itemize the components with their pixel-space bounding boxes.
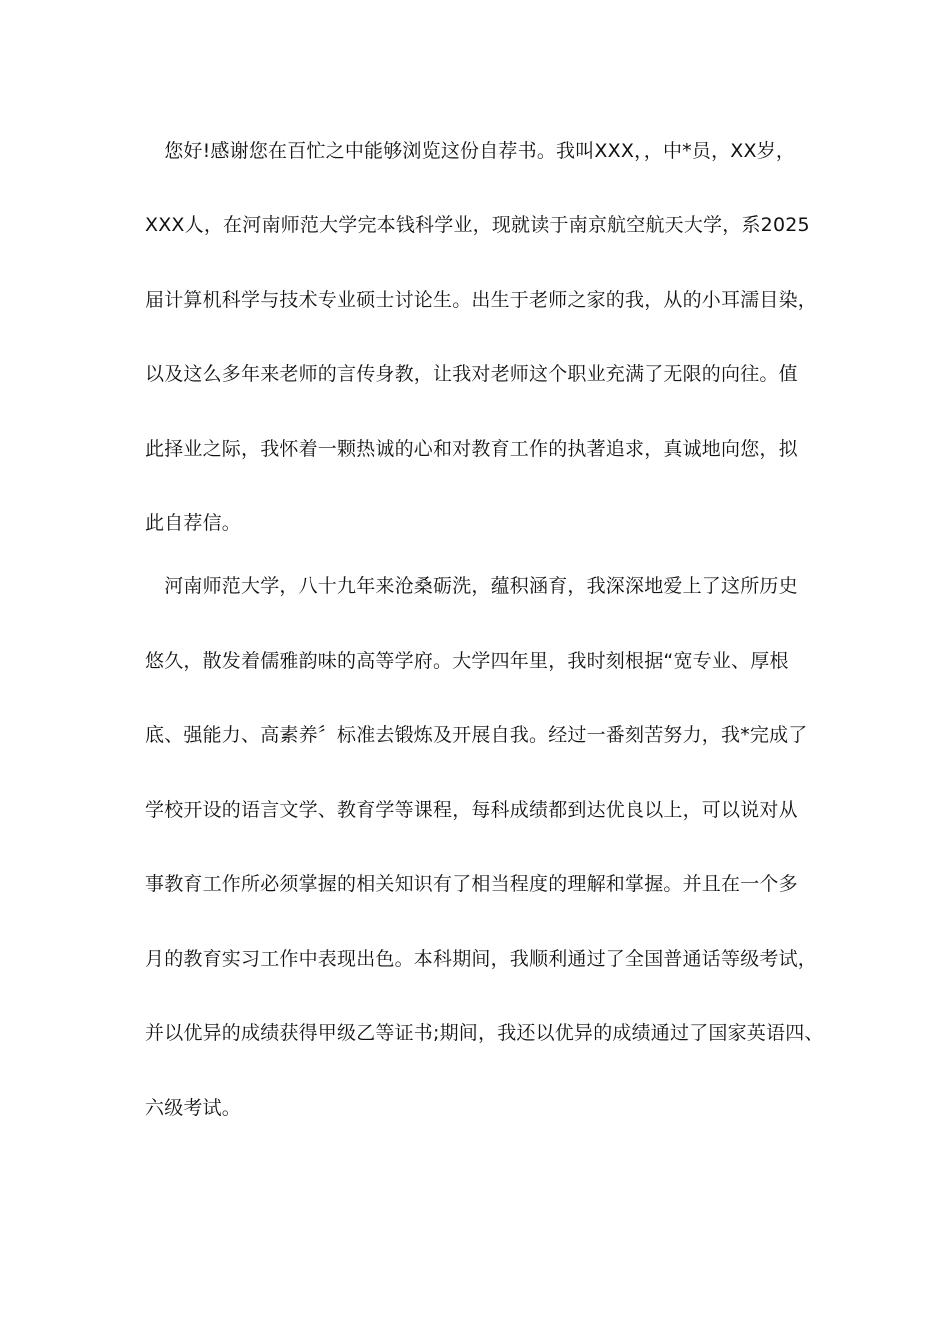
paragraph-1-line-6: 此自荐信。	[145, 512, 242, 534]
paragraph-2-line-1: 河南师范大学，八十九年来沧桑砺洗，蕴积涵育，我深深地爱上了这所历史	[145, 575, 798, 597]
paragraph-2-line-5: 事教育工作所必须掌握的相关知识有了相当程度的理解和掌握。并且在一个多	[145, 873, 798, 895]
paragraph-1-line-2: XXX人，在河南师范大学完本钱科学业，现就读于南京航空航天大学，系2025	[145, 214, 810, 236]
paragraph-1-line-3: 届计算机科学与技术专业硕士讨论生。出生于老师之家的我，从的小耳濡目染，	[145, 289, 818, 311]
paragraph-2-line-3: 底、强能力、高素养〞标准去锻炼及开展自我。经过一番刻苦努力，我*完成了	[145, 724, 808, 746]
paragraph-1-line-1: 您好!感谢您在百忙之中能够浏览这份自荐书。我叫XXX，，中*员，XX岁，	[145, 140, 796, 162]
paragraph-2-line-6: 月的教育实习工作中表现出色。本科期间，我顺利通过了全国普通话等级考试，	[145, 948, 818, 970]
paragraph-1-line-4: 以及这么多年来老师的言传身教，让我对老师这个职业充满了无限的向往。值	[145, 363, 798, 385]
paragraph-2-line-4: 学校开设的语言文学、教育学等课程，每科成绩都到达优良以上，可以说对从	[145, 799, 798, 821]
paragraph-2-line-8: 六级考试。	[145, 1097, 242, 1119]
paragraph-2-line-2: 悠久，散发着儒雅韵味的高等学府。大学四年里，我时刻根据“宽专业、厚根	[145, 650, 789, 672]
paragraph-2-line-7: 并以优异的成绩获得甲级乙等证书;期间，我还以优异的成绩通过了国家英语四、	[145, 1022, 824, 1044]
paragraph-1-line-5: 此择业之际，我怀着一颗热诚的心和对教育工作的执著追求，真诚地向您，拟	[145, 438, 798, 460]
